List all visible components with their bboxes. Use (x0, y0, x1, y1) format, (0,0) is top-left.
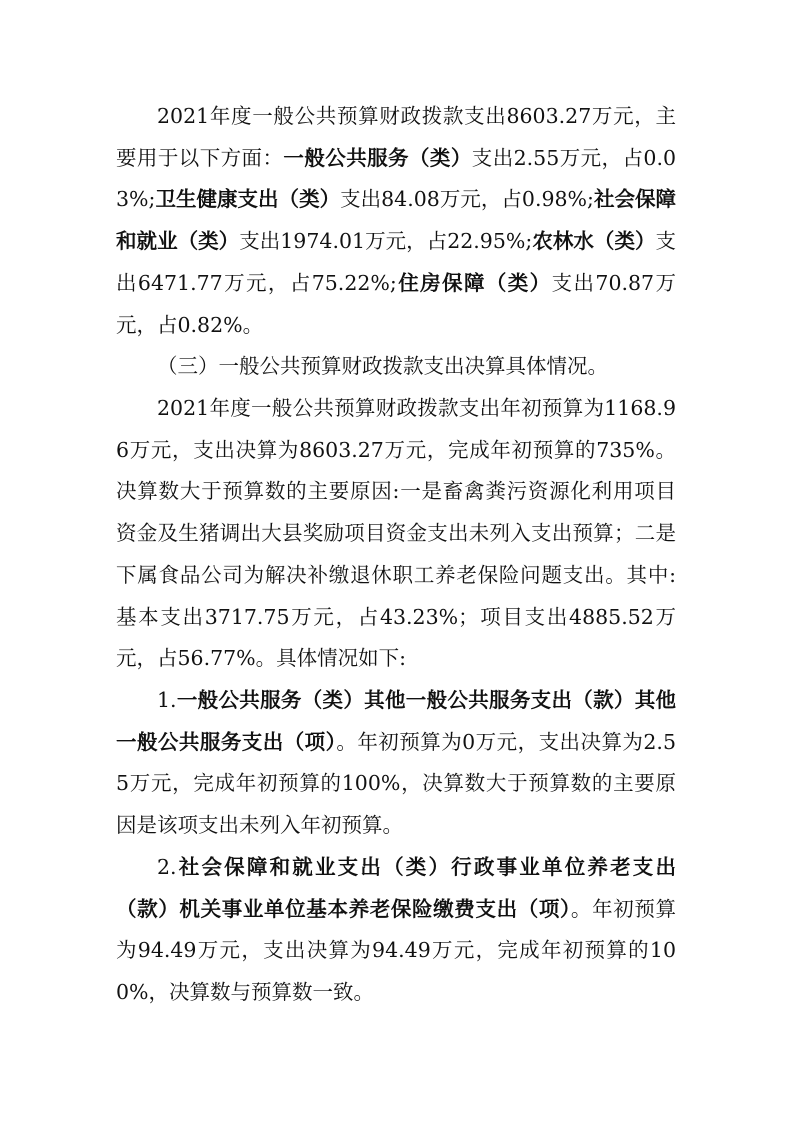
text-segment: 。年初预算为94.49万元，支出决算为94.49万元，完成年初预算的100%，决算数与预算数一致。 (116, 896, 676, 1005)
paragraph-expenditure-summary (116, 96, 676, 346)
text-segment: （三）一般公共预算财政拨款支出决算具体情况。 (157, 354, 608, 378)
text-segment: 支出2.55万元，占0.03%; (116, 145, 677, 212)
bold-category: 社会保障和就业（类） (116, 187, 677, 254)
text-segment: 支出6471.77万元，占75.22%; (116, 229, 677, 295)
bold-item-title: 一般公共服务（类）其他一般公共服务支出（款）其他一般公共服务支出（项） (116, 688, 676, 754)
item-number: 2. (157, 855, 177, 879)
item-number: 1. (157, 688, 177, 712)
paragraph-item-2 (116, 847, 676, 1014)
bold-category: 一般公共服务（类） (283, 145, 472, 170)
bold-category: 住房保障（类） (396, 270, 552, 295)
text-segment: 2021年度一般公共预算财政拨款支出8603.27万元，主要用于以下方面： (116, 104, 676, 170)
bold-category: 卫生健康支出（类） (155, 187, 341, 212)
bold-category: 农林水（类） (532, 229, 656, 254)
bold-item-title: 社会保障和就业支出（类）行政事业单位养老支出（款）机关事业单位基本养老保险缴费支出（项） (116, 855, 676, 921)
text-segment: 支出84.08万元，占0.98%; (340, 187, 594, 212)
text-segment: 2021年度一般公共预算财政拨款支出年初预算为1168.96万元，支出决算为8603.27万元，完成年初预算的735%。决算数大于预算数的主要原因:一是畜禽粪污资源化利用项目资金及生猪调出大县奖励项目资金支出未列入支出预算；二是下属食品公司为解决补缴退休职工养老保险问题支出。其中:基本支出3717.75万元，占43.23%；项目支出4885.52万元，占56.77%。具体情况如下: (116, 396, 676, 671)
text-segment: 。年初预算为0万元，支出决算为2.55万元，完成年初预算的100%，决算数大于预算数的主要原因是该项支出未列入年初预算。 (116, 729, 676, 838)
section-heading (116, 346, 676, 388)
text-segment: 支出70.87万元，占0.82%。 (116, 270, 677, 337)
paragraph-item-1 (116, 680, 676, 847)
text-segment: 支出1974.01万元，占22.95%; (239, 229, 533, 254)
paragraph-budget-details (116, 388, 676, 680)
